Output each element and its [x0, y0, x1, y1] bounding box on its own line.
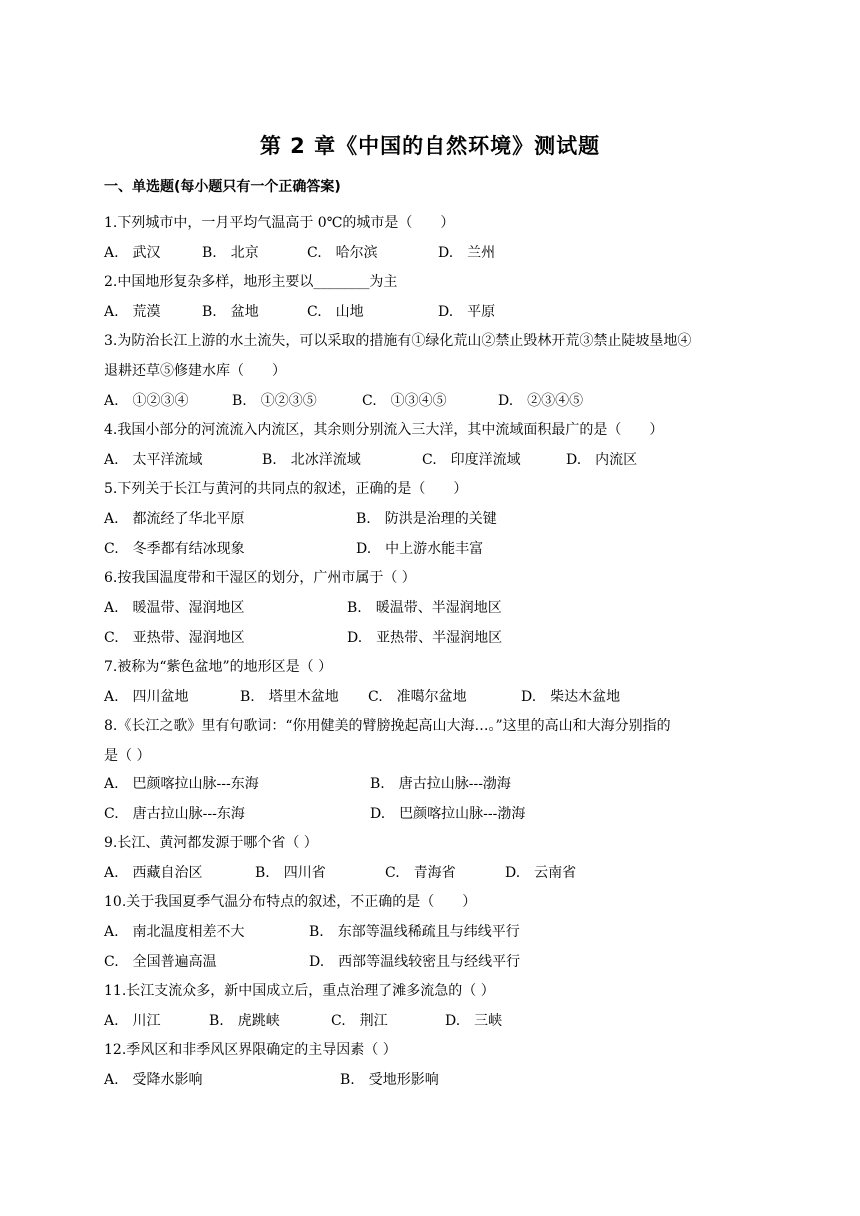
question-stem: 9.长江、黄河都发源于哪个省（ ） [104, 835, 318, 851]
answer-option: B. 北京 [202, 245, 259, 261]
answer-option: C. 冬季都有结冰现象 [104, 541, 245, 557]
question-stem: 6.按我国温度带和干湿区的划分，广州市属于（ ） [104, 570, 416, 586]
question-stem: 5.下列关于长江与黄河的共同点的叙述，正确的是（ ） [104, 481, 468, 497]
answer-option: C. 哈尔滨 [307, 245, 378, 261]
question-stem: 3.为防治长江上游的水土流失，可以采取的措施有①绿化荒山②禁止毁林开荒③禁止陡坡垦地④ [104, 333, 692, 349]
question-stem: 10.关于我国夏季气温分布特点的叙述，不正确的是（ ） [104, 894, 477, 910]
answer-option: D. 云南省 [505, 865, 577, 881]
answer-option: D. 平原 [438, 304, 496, 320]
document-title: 第 2 章《中国的自然环境》测试题 [259, 134, 601, 158]
answer-option: C. 荆江 [331, 1013, 388, 1029]
answer-option: C. 亚热带、湿润地区 [104, 630, 245, 646]
answer-option: A. 受降水影响 [104, 1072, 203, 1088]
answer-option: B. 唐古拉山脉---渤海 [370, 776, 511, 792]
answer-option: C. ①③④⑤ [362, 393, 447, 409]
answer-option: A. ①②③④ [104, 393, 189, 409]
question-stem: 退耕还草⑤修建水库（ ） [104, 363, 286, 379]
answer-option: D. 西部等温线较密且与经线平行 [309, 954, 521, 970]
answer-option: A. 巴颜喀拉山脉---东海 [104, 776, 259, 792]
answer-option: B. 防洪是治理的关键 [356, 511, 497, 527]
answer-option: C. 全国普遍高温 [104, 954, 217, 970]
answer-option: C. 印度洋流域 [422, 452, 521, 468]
question-stem: 8.《长江之歌》里有句歌词：“你用健美的臂膀挽起高山大海…。”这里的高山和大海分别指的 [104, 718, 671, 734]
answer-option: C. 唐古拉山脉---东海 [104, 806, 245, 822]
answer-option: B. 受地形影响 [340, 1072, 439, 1088]
answer-option: A. 暖温带、湿润地区 [104, 600, 245, 616]
answer-option: B. 东部等温线稀疏且与纬线平行 [309, 924, 520, 940]
answer-option: A. 太平洋流域 [104, 452, 203, 468]
answer-option: B. 北冰洋流域 [262, 452, 361, 468]
question-stem: 1.下列城市中，一月平均气温高于 0℃的城市是（ ） [104, 215, 455, 231]
answer-option: A. 川江 [104, 1013, 161, 1029]
answer-option: B. 盆地 [202, 304, 259, 320]
answer-option: D. 三峡 [445, 1013, 503, 1029]
answer-option: D. 巴颜喀拉山脉---渤海 [370, 806, 526, 822]
answer-option: B. 塔里木盆地 [240, 689, 339, 705]
answer-option: D. 柴达木盆地 [521, 689, 621, 705]
answer-option: D. 内流区 [566, 452, 638, 468]
section-heading: 一、单选题(每小题只有一个正确答案) [104, 179, 341, 195]
question-stem: 11.长江支流众多，新中国成立后，重点治理了滩多流急的（ ） [104, 983, 495, 999]
answer-option: D. 兰州 [438, 245, 496, 261]
answer-option: D. 亚热带、半湿润地区 [347, 630, 503, 646]
answer-option: D. ②③④⑤ [498, 393, 584, 409]
answer-option: C. 青海省 [385, 865, 456, 881]
question-stem: 4.我国小部分的河流流入内流区，其余则分别流入三大洋，其中流域面积最广的是（ ） [104, 422, 664, 438]
question-stem: 是（ ） [104, 748, 151, 764]
answer-option: A. 都流经了华北平原 [104, 511, 245, 527]
answer-option: B. ①②③⑤ [232, 393, 317, 409]
answer-option: A. 西藏自治区 [104, 865, 203, 881]
answer-option: C. 准噶尔盆地 [368, 689, 467, 705]
answer-option: C. 山地 [307, 304, 364, 320]
answer-option: B. 四川省 [255, 865, 326, 881]
question-stem: 7.被称为“紫色盆地”的地形区是（ ） [104, 659, 333, 675]
question-stem: 12.季风区和非季风区界限确定的主导因素（ ） [104, 1042, 397, 1058]
answer-option: B. 暖温带、半湿润地区 [347, 600, 502, 616]
answer-option: A. 荒漠 [104, 304, 161, 320]
answer-option: A. 武汉 [104, 245, 161, 261]
answer-option: A. 南北温度相差不大 [104, 924, 245, 940]
answer-option: D. 中上游水能丰富 [356, 541, 484, 557]
question-stem: 2.中国地形复杂多样，地形主要以________为主 [104, 274, 398, 290]
answer-option: A. 四川盆地 [104, 689, 189, 705]
answer-option: B. 虎跳峡 [209, 1013, 280, 1029]
